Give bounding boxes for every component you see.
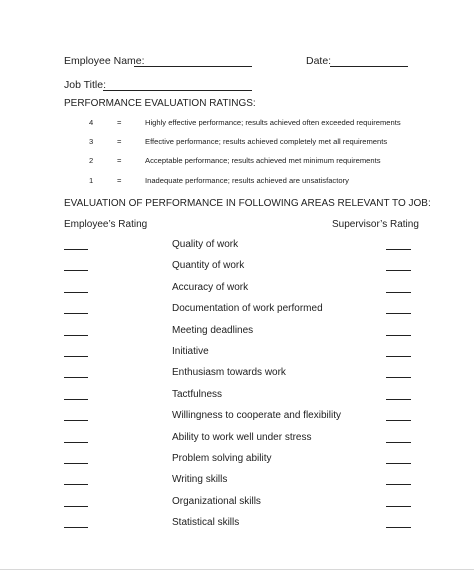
supervisor-rating-field[interactable] [386, 463, 411, 464]
area-label: Ability to work well under stress [172, 432, 312, 443]
evaluation-section-title: EVALUATION OF PERFORMANCE IN FOLLOWING AREAS RELEVANT TO JOB: [64, 198, 431, 209]
employee-rating-field[interactable] [64, 399, 88, 400]
employee-rating-field[interactable] [64, 484, 88, 485]
rating-number: 2 [89, 156, 94, 165]
supervisor-rating-field[interactable] [386, 335, 411, 336]
employee-rating-field[interactable] [64, 377, 88, 378]
job-title-label: Job Title: [64, 79, 107, 91]
rating-number: 3 [89, 137, 94, 146]
area-label: Writing skills [172, 474, 228, 485]
area-label: Organizational skills [172, 496, 261, 507]
area-label: Enthusiasm towards work [172, 367, 286, 378]
bottom-divider [0, 569, 474, 570]
supervisor-rating-field[interactable] [386, 377, 411, 378]
rating-equals: = [117, 176, 122, 185]
area-label: Accuracy of work [172, 282, 249, 293]
area-label: Initiative [172, 346, 209, 357]
employee-rating-field[interactable] [64, 527, 88, 528]
supervisor-rating-field[interactable] [386, 527, 411, 528]
area-label: Quality of work [172, 239, 239, 250]
job-title-field[interactable] [103, 90, 252, 91]
rating-description: Highly effective performance; results achieved often exceeded requirements [145, 118, 401, 127]
area-label: Statistical skills [172, 517, 240, 528]
rating-number: 4 [89, 118, 94, 127]
rating-description: Effective performance; results achieved completely met all requirements [145, 137, 388, 146]
employee-rating-field[interactable] [64, 270, 88, 271]
employee-rating-field[interactable] [64, 463, 88, 464]
area-label: Documentation of work performed [172, 303, 323, 314]
rating-description: Inadequate performance; results achieved are unsatisfactory [145, 176, 349, 185]
supervisor-rating-field[interactable] [386, 484, 411, 485]
employee-rating-field[interactable] [64, 292, 88, 293]
supervisor-rating-header: Supervisor’s Rating [332, 219, 419, 230]
employee-rating-header: Employee’s Rating [64, 219, 148, 230]
supervisor-rating-field[interactable] [386, 442, 411, 443]
employee-rating-field[interactable] [64, 249, 88, 250]
area-label: Meeting deadlines [172, 325, 254, 336]
employee-rating-field[interactable] [64, 335, 88, 336]
area-label: Quantity of work [172, 260, 245, 271]
employee-rating-field[interactable] [64, 506, 88, 507]
supervisor-rating-field[interactable] [386, 292, 411, 293]
employee-rating-field[interactable] [64, 356, 88, 357]
employee-name-label: Employee Name: [64, 55, 145, 67]
rating-equals: = [117, 156, 122, 165]
area-label: Willingness to cooperate and flexibility [172, 410, 341, 421]
supervisor-rating-field[interactable] [386, 356, 411, 357]
area-label: Problem solving ability [172, 453, 272, 464]
ratings-section-title: PERFORMANCE EVALUATION RATINGS: [64, 98, 256, 109]
rating-number: 1 [89, 176, 94, 185]
rating-equals: = [117, 137, 122, 146]
supervisor-rating-field[interactable] [386, 506, 411, 507]
supervisor-rating-field[interactable] [386, 420, 411, 421]
employee-rating-field[interactable] [64, 313, 88, 314]
supervisor-rating-field[interactable] [386, 399, 411, 400]
supervisor-rating-field[interactable] [386, 249, 411, 250]
rating-equals: = [117, 118, 122, 127]
supervisor-rating-field[interactable] [386, 313, 411, 314]
rating-description: Acceptable performance; results achieved met minimum requirements [145, 156, 381, 165]
date-label: Date: [306, 55, 332, 67]
date-field[interactable] [330, 66, 408, 67]
area-label: Tactfulness [172, 389, 223, 400]
employee-name-field[interactable] [134, 66, 252, 67]
employee-rating-field[interactable] [64, 420, 88, 421]
supervisor-rating-field[interactable] [386, 270, 411, 271]
employee-rating-field[interactable] [64, 442, 88, 443]
